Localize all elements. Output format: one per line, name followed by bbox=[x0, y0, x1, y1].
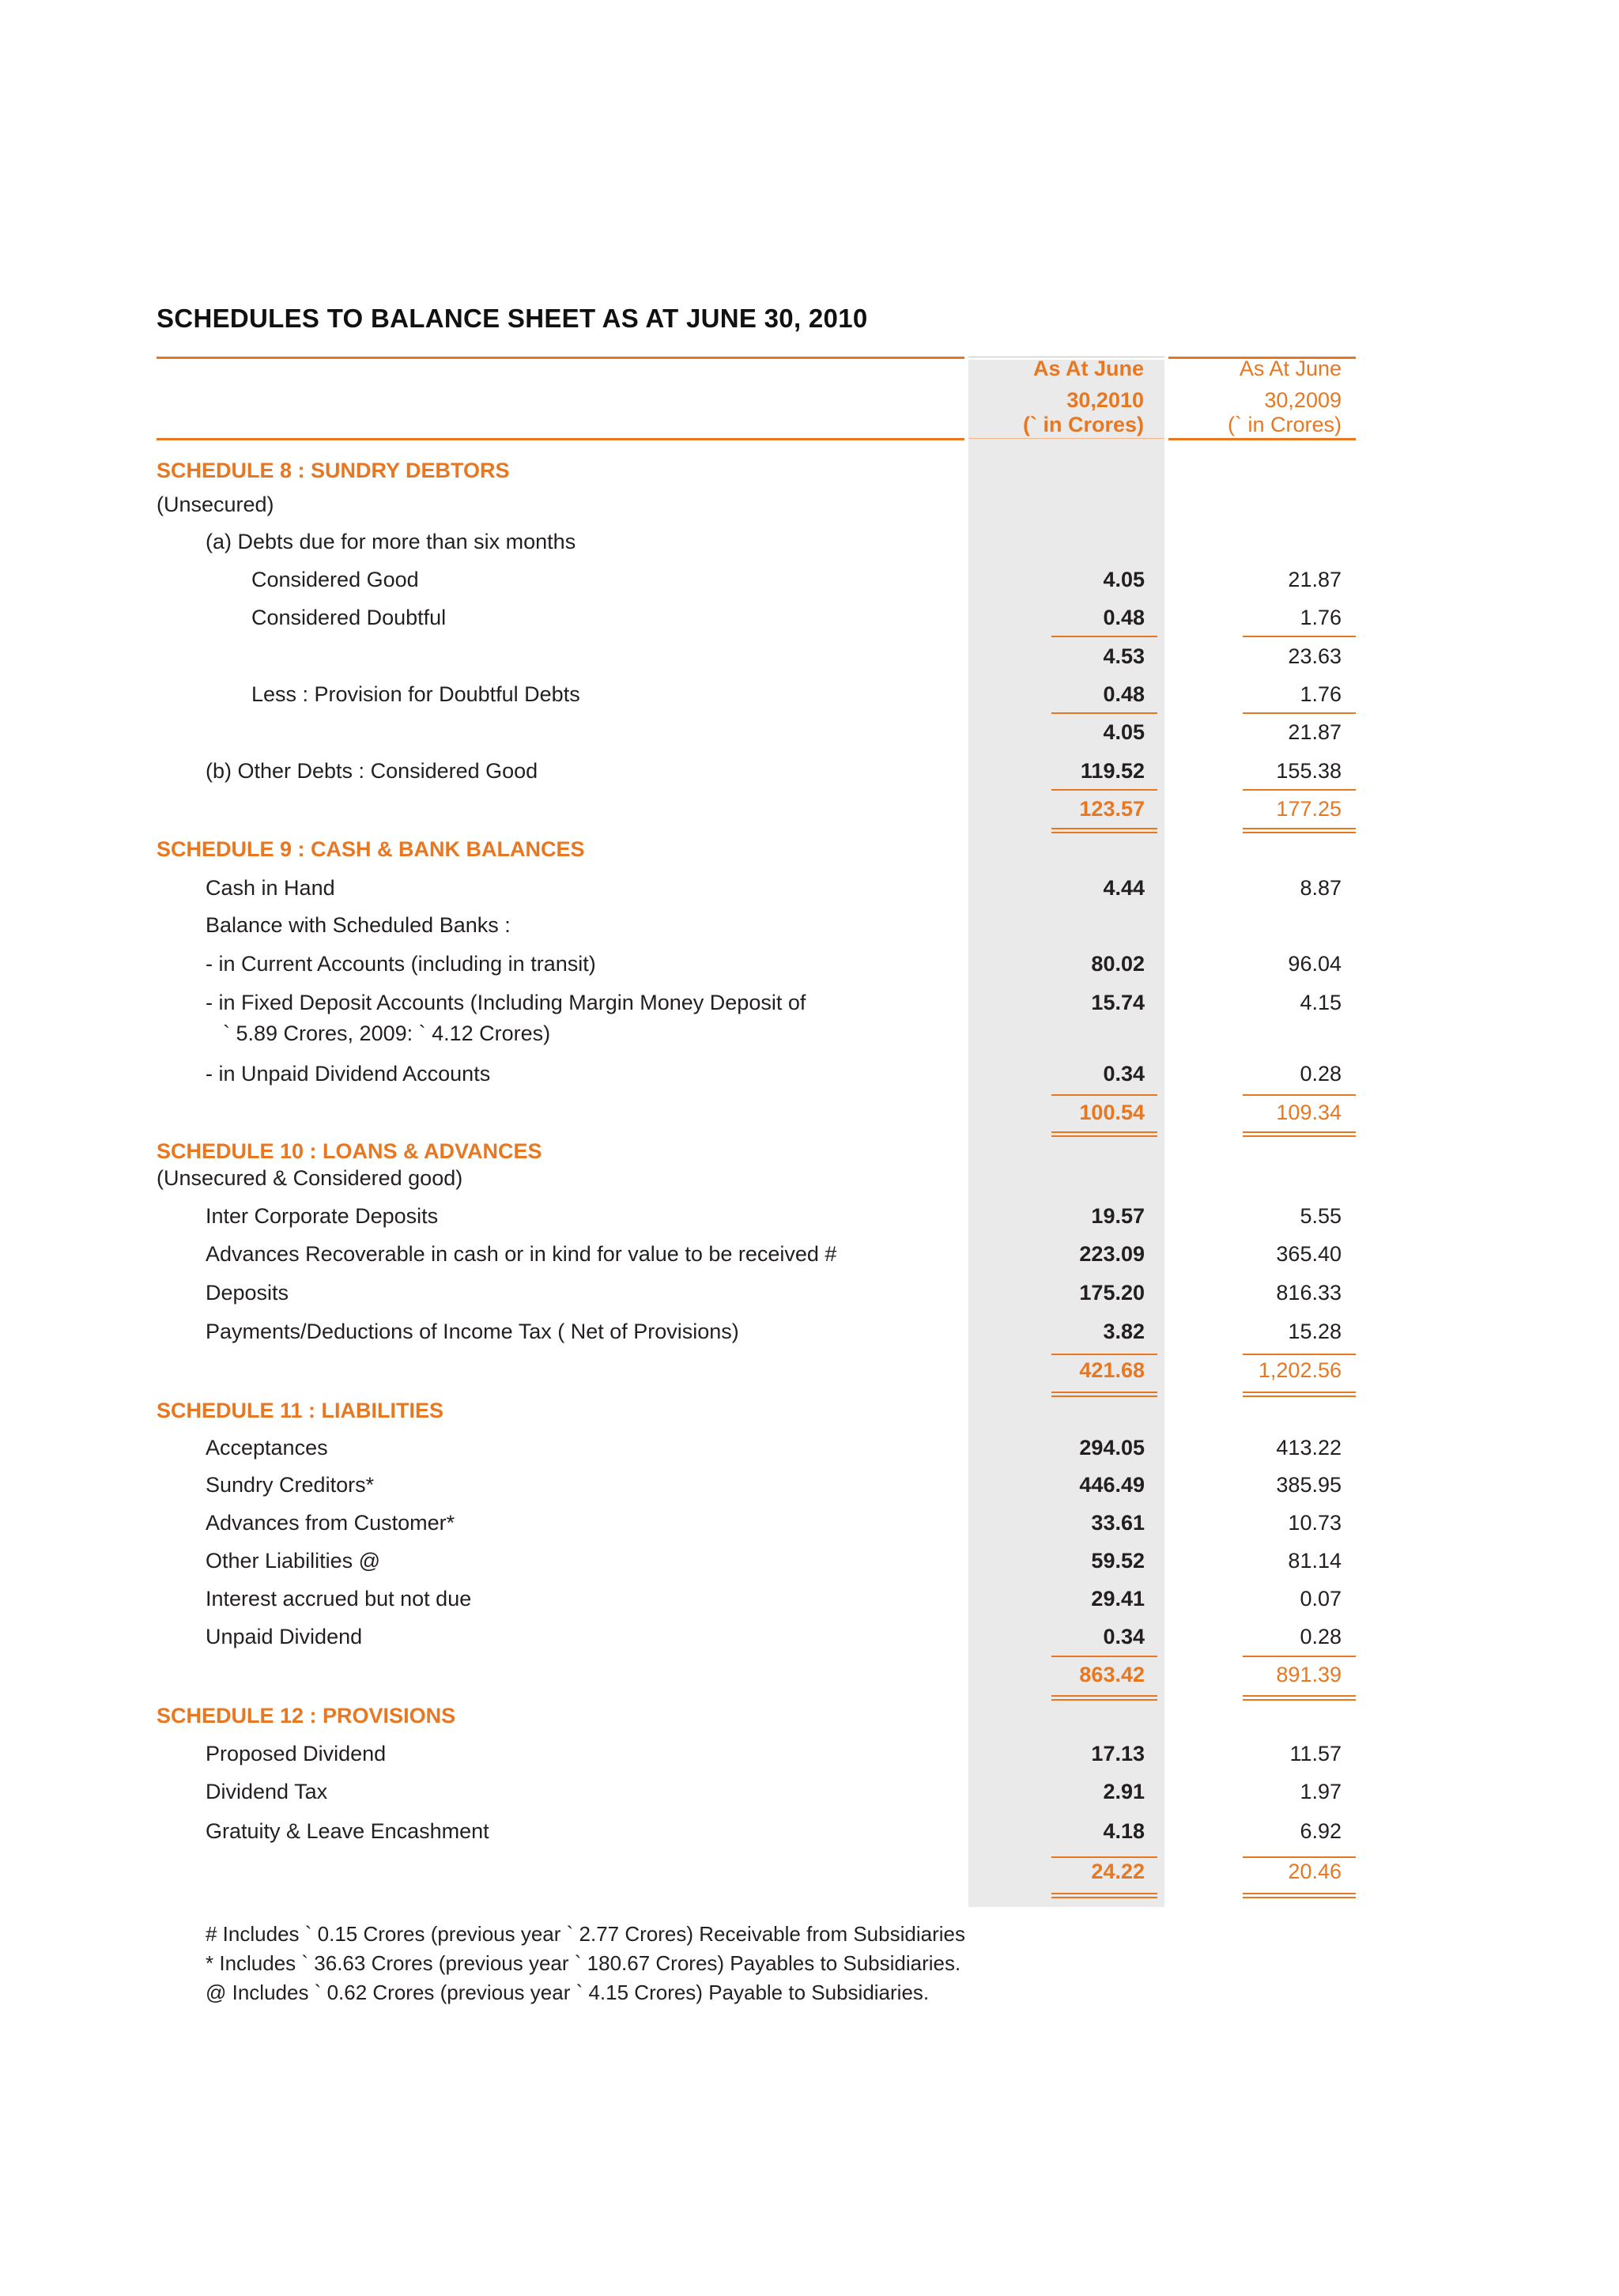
schedule-8-subtotal-2-row bbox=[0, 716, 1619, 748]
current-accounts-previous: 96.04 bbox=[1288, 952, 1342, 976]
schedule-8-unsecured: (Unsecured) bbox=[157, 493, 274, 516]
sundry-creditors-row bbox=[0, 1469, 1619, 1501]
schedule-10-total-row bbox=[0, 1354, 1619, 1386]
schedule-9-heading-row bbox=[0, 833, 1619, 865]
column-header-previous-line2: 30,2009 bbox=[1264, 388, 1342, 412]
other-liabilities-label: Other Liabilities @ bbox=[206, 1549, 380, 1573]
current-accounts-row bbox=[0, 948, 1619, 980]
interest-accrued-previous: 0.07 bbox=[1300, 1587, 1342, 1611]
subtotal-rule-current bbox=[1051, 712, 1157, 714]
unpaid-dividend-label: Unpaid Dividend bbox=[206, 1625, 363, 1648]
inter-corporate-deposits-row bbox=[0, 1200, 1619, 1232]
schedule-10-total-previous: 1,202.56 bbox=[1258, 1358, 1342, 1382]
proposed-dividend-label: Proposed Dividend bbox=[206, 1742, 387, 1765]
considered-good-label: Considered Good bbox=[251, 568, 419, 591]
schedule-12-heading: SCHEDULE 12 : PROVISIONS bbox=[157, 1704, 456, 1728]
provision-label: Less : Provision for Doubtful Debts bbox=[251, 682, 580, 706]
gratuity-current: 4.18 bbox=[1103, 1819, 1145, 1843]
schedule-10-sub-row bbox=[0, 1162, 1619, 1194]
provision-row bbox=[0, 678, 1619, 710]
balance-banks-label: Balance with Scheduled Banks : bbox=[206, 913, 511, 937]
sundry-creditors-current: 446.49 bbox=[1079, 1473, 1145, 1497]
column-header-previous-line1: As At June bbox=[1239, 357, 1342, 380]
sundry-creditors-previous: 385.95 bbox=[1276, 1473, 1342, 1497]
schedule-10-sub: (Unsecured & Considered good) bbox=[157, 1166, 463, 1190]
schedule-8-subtotal-1-row bbox=[0, 640, 1619, 672]
total-rule-current bbox=[1051, 1094, 1157, 1096]
page-title: SCHEDULES TO BALANCE SHEET AS AT JUNE 30, 2010 bbox=[157, 304, 868, 333]
other-debts-previous: 155.38 bbox=[1276, 759, 1342, 783]
cash-in-hand-row bbox=[0, 872, 1619, 904]
interest-accrued-label: Interest accrued but not due bbox=[206, 1587, 472, 1611]
schedule-8-heading: SCHEDULE 8 : SUNDRY DEBTORS bbox=[157, 459, 510, 482]
header-bottom-rule-right bbox=[1168, 438, 1356, 440]
inter-corporate-deposits-current: 19.57 bbox=[1091, 1204, 1145, 1228]
balance-banks-row bbox=[0, 909, 1619, 941]
fixed-deposit-label-2: ` 5.89 Crores, 2009: ` 4.12 Crores) bbox=[223, 1021, 551, 1045]
proposed-dividend-previous: 11.57 bbox=[1289, 1742, 1342, 1765]
double-rule-previous bbox=[1243, 1893, 1356, 1898]
dividend-tax-label: Dividend Tax bbox=[206, 1780, 328, 1803]
advances-recoverable-current: 223.09 bbox=[1079, 1242, 1145, 1266]
fixed-deposit-row bbox=[0, 987, 1619, 1018]
acceptances-label: Acceptances bbox=[206, 1436, 328, 1460]
schedule-8-heading-row bbox=[0, 455, 1619, 486]
column-header-current-line1: As At June bbox=[1032, 357, 1144, 380]
unpaid-dividend-accounts-current: 0.34 bbox=[1103, 1062, 1145, 1086]
deposits-current: 175.20 bbox=[1079, 1281, 1145, 1305]
dividend-tax-row bbox=[0, 1776, 1619, 1807]
schedule-8-subtotal-2-previous: 21.87 bbox=[1288, 720, 1342, 744]
schedule-10-heading: SCHEDULE 10 : LOANS & ADVANCES bbox=[157, 1139, 542, 1163]
unpaid-dividend-current: 0.34 bbox=[1103, 1625, 1145, 1648]
deposits-row bbox=[0, 1277, 1619, 1308]
unpaid-dividend-accounts-label: - in Unpaid Dividend Accounts bbox=[206, 1062, 491, 1086]
schedule-8-a-label: (a) Debts due for more than six months bbox=[206, 530, 576, 553]
schedule-12-heading-row bbox=[0, 1700, 1619, 1731]
current-accounts-current: 80.02 bbox=[1091, 952, 1145, 976]
gratuity-row bbox=[0, 1815, 1619, 1847]
total-rule-previous bbox=[1243, 1094, 1356, 1096]
income-tax-row bbox=[0, 1316, 1619, 1347]
advances-customer-label: Advances from Customer* bbox=[206, 1511, 455, 1535]
considered-good-row bbox=[0, 564, 1619, 595]
advances-customer-current: 33.61 bbox=[1091, 1511, 1145, 1535]
advances-recoverable-label: Advances Recoverable in cash or in kind for value to be received # bbox=[206, 1242, 837, 1266]
dividend-tax-current: 2.91 bbox=[1103, 1780, 1145, 1803]
considered-doubtful-row bbox=[0, 602, 1619, 633]
total-rule-previous bbox=[1243, 1656, 1356, 1657]
advances-customer-previous: 10.73 bbox=[1288, 1511, 1342, 1535]
proposed-dividend-row bbox=[0, 1738, 1619, 1769]
schedule-12-total-current: 24.22 bbox=[1091, 1860, 1145, 1883]
fixed-deposit-current: 15.74 bbox=[1091, 991, 1145, 1014]
double-rule-current bbox=[1051, 828, 1157, 833]
total-rule-current bbox=[1051, 789, 1157, 791]
unpaid-dividend-accounts-previous: 0.28 bbox=[1300, 1062, 1342, 1086]
other-debts-current: 119.52 bbox=[1080, 759, 1145, 783]
current-accounts-label: - in Current Accounts (including in transit) bbox=[206, 952, 596, 976]
inter-corporate-deposits-previous: 5.55 bbox=[1300, 1204, 1342, 1228]
considered-doubtful-current: 0.48 bbox=[1103, 606, 1145, 629]
schedule-8-unsecured-row bbox=[0, 489, 1619, 520]
other-debts-label: (b) Other Debts : Considered Good bbox=[206, 759, 538, 783]
income-tax-label: Payments/Deductions of Income Tax ( Net of Provisions) bbox=[206, 1320, 739, 1343]
deposits-label: Deposits bbox=[206, 1281, 289, 1305]
subtotal-rule-current bbox=[1051, 636, 1157, 637]
footnote-at: @ Includes ` 0.62 Crores (previous year ` 4.15 Crores) Payable to Subsidiaries. bbox=[206, 1981, 930, 2004]
considered-good-current: 4.05 bbox=[1103, 568, 1145, 591]
deposits-previous: 816.33 bbox=[1276, 1281, 1342, 1305]
schedule-9-total-previous: 109.34 bbox=[1276, 1101, 1342, 1124]
other-liabilities-current: 59.52 bbox=[1091, 1549, 1145, 1573]
schedule-8-total-previous: 177.25 bbox=[1276, 797, 1342, 821]
other-liabilities-row bbox=[0, 1545, 1619, 1577]
schedule-9-total-row bbox=[0, 1097, 1619, 1128]
column-header-current-line2: 30,2010 bbox=[1066, 388, 1144, 412]
subtotal-rule-previous bbox=[1243, 636, 1356, 637]
schedule-9-heading: SCHEDULE 9 : CASH & BANK BALANCES bbox=[157, 837, 585, 861]
schedule-8-subtotal-2-current: 4.05 bbox=[1103, 720, 1145, 744]
column-header-previous bbox=[1228, 357, 1342, 437]
advances-recoverable-previous: 365.40 bbox=[1276, 1242, 1342, 1266]
column-header-current-line3: (` in Crores) bbox=[1022, 413, 1144, 436]
schedule-11-heading: SCHEDULE 11 : LIABILITIES bbox=[157, 1399, 444, 1422]
dividend-tax-previous: 1.97 bbox=[1300, 1780, 1342, 1803]
considered-doubtful-label: Considered Doubtful bbox=[251, 606, 447, 629]
schedule-8-subtotal-1-current: 4.53 bbox=[1103, 644, 1145, 668]
column-header-previous-line3: (` in Crores) bbox=[1227, 413, 1342, 436]
schedule-11-total-row bbox=[0, 1659, 1619, 1690]
considered-doubtful-previous: 1.76 bbox=[1300, 606, 1342, 629]
cash-in-hand-label: Cash in Hand bbox=[206, 876, 335, 900]
schedule-11-total-current: 863.42 bbox=[1079, 1663, 1145, 1686]
schedule-8-subtotal-1-previous: 23.63 bbox=[1288, 644, 1342, 668]
double-rule-previous bbox=[1243, 828, 1356, 833]
proposed-dividend-current: 17.13 bbox=[1091, 1742, 1145, 1765]
acceptances-current: 294.05 bbox=[1079, 1436, 1145, 1460]
unpaid-dividend-accounts-row bbox=[0, 1058, 1619, 1089]
header-bottom-rule-mid bbox=[968, 438, 1164, 439]
footnote-star: * Includes ` 36.63 Crores (previous year ` 180.67 Crores) Payables to Subsidiaries. bbox=[206, 1951, 961, 1975]
header-bottom-rule-left bbox=[157, 438, 964, 440]
fixed-deposit-label: - in Fixed Deposit Accounts (Including Margin Money Deposit of bbox=[206, 991, 806, 1014]
considered-good-previous: 21.87 bbox=[1288, 568, 1342, 591]
schedule-8-a-row bbox=[0, 526, 1619, 557]
unpaid-dividend-previous: 0.28 bbox=[1300, 1625, 1342, 1648]
income-tax-previous: 15.28 bbox=[1288, 1320, 1342, 1343]
provision-current: 0.48 bbox=[1103, 682, 1145, 706]
provision-previous: 1.76 bbox=[1300, 682, 1342, 706]
schedule-12-total-previous: 20.46 bbox=[1288, 1860, 1342, 1883]
column-header-current bbox=[1023, 357, 1144, 437]
subtotal-rule-previous bbox=[1243, 712, 1356, 714]
double-rule-current bbox=[1051, 1893, 1157, 1898]
schedule-8-total-row bbox=[0, 793, 1619, 825]
fixed-deposit-row-2 bbox=[0, 1018, 1619, 1049]
header-top-rule-left bbox=[157, 357, 964, 359]
other-liabilities-previous: 81.14 bbox=[1288, 1549, 1342, 1573]
advances-customer-row bbox=[0, 1507, 1619, 1539]
gratuity-previous: 6.92 bbox=[1300, 1819, 1342, 1843]
income-tax-current: 3.82 bbox=[1103, 1320, 1145, 1343]
gratuity-label: Gratuity & Leave Encashment bbox=[206, 1819, 489, 1843]
acceptances-row bbox=[0, 1432, 1619, 1463]
acceptances-previous: 413.22 bbox=[1276, 1436, 1342, 1460]
schedule-8-total-current: 123.57 bbox=[1079, 797, 1145, 821]
unpaid-dividend-row bbox=[0, 1621, 1619, 1652]
total-rule-previous bbox=[1243, 789, 1356, 791]
fixed-deposit-previous: 4.15 bbox=[1300, 991, 1342, 1014]
advances-recoverable-row bbox=[0, 1238, 1619, 1270]
schedule-12-total-row bbox=[0, 1856, 1619, 1887]
cash-in-hand-previous: 8.87 bbox=[1300, 876, 1342, 900]
cash-in-hand-current: 4.44 bbox=[1103, 876, 1145, 900]
footnote-hash: # Includes ` 0.15 Crores (previous year ` 2.77 Crores) Receivable from Subsidiaries bbox=[206, 1922, 965, 1946]
schedule-11-heading-row bbox=[0, 1395, 1619, 1426]
total-rule-current bbox=[1051, 1656, 1157, 1657]
interest-accrued-row bbox=[0, 1583, 1619, 1614]
schedule-9-total-current: 100.54 bbox=[1079, 1101, 1145, 1124]
schedule-10-total-current: 421.68 bbox=[1079, 1358, 1145, 1382]
inter-corporate-deposits-label: Inter Corporate Deposits bbox=[206, 1204, 439, 1228]
other-debts-row bbox=[0, 755, 1619, 787]
interest-accrued-current: 29.41 bbox=[1091, 1587, 1145, 1611]
schedule-11-total-previous: 891.39 bbox=[1276, 1663, 1342, 1686]
sundry-creditors-label: Sundry Creditors* bbox=[206, 1473, 375, 1497]
